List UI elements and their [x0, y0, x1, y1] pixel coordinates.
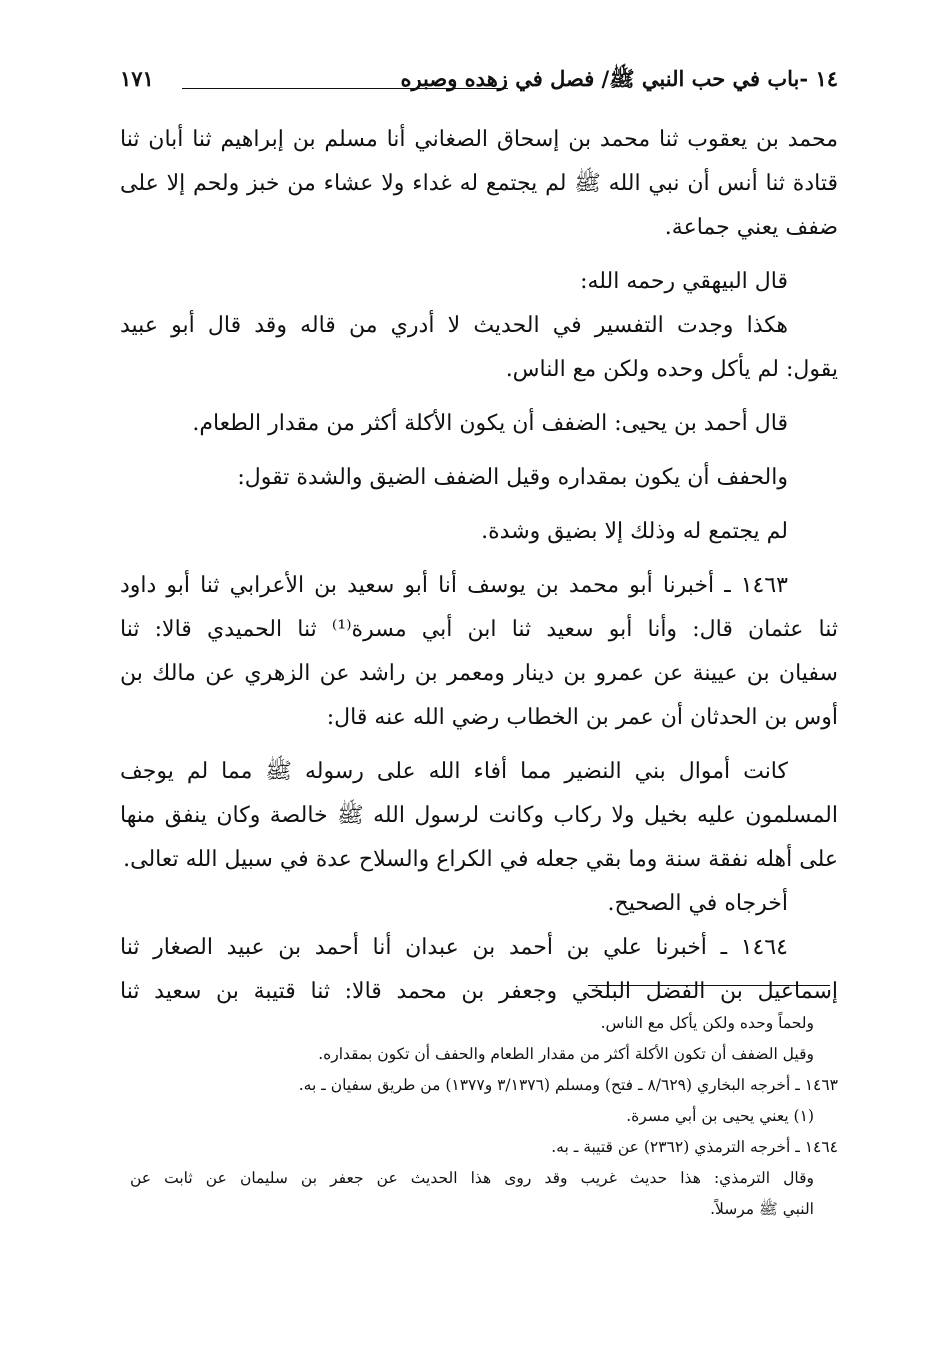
body-line: قتادة ثنا أنس أن نبي الله ﷺ لم يجتمع له غداء ولا عشاء من خبز ولحم إلا على	[120, 171, 838, 196]
body-line: ثنا عثمان قال: وأنا أبو سعيد ثنا ابن أبي مسرة⁽¹⁾ ثنا الحميدي قالا: ثنا	[120, 617, 838, 642]
footnote-line: ولحماً وحده ولكن يأكل مع الناس.	[600, 1014, 814, 1032]
body-line: سفيان بن عيينة عن عمرو بن دينار ومعمر بن راشد عن الزهري عن مالك بن	[120, 661, 838, 686]
body-line: قال أحمد بن يحيى: الضفف أن يكون الأكلة أكثر من مقدار الطعام.	[192, 411, 788, 436]
body-line: المسلمون عليه بخيل ولا ركاب وكانت لرسول الله ﷺ خالصة وكان ينفق منها	[120, 803, 838, 828]
body-line: لم يجتمع له وذلك إلا بضيق وشدة.	[481, 519, 788, 544]
body-line: أخرجاه في الصحيح.	[607, 891, 788, 916]
body-line: والحفف أن يكون بمقداره وقيل الضفف الضيق والشدة تقول:	[237, 465, 788, 490]
body-line: ١٤٦٤ ـ أخبرنا علي بن أحمد بن عبدان أنا أحمد بن عبيد الصغار ثنا	[120, 935, 788, 960]
body-line: محمد بن يعقوب ثنا محمد بن إسحاق الصغاني أنا مسلم بن إبراهيم ثنا أبان ثنا	[120, 127, 838, 152]
footnote-line: النبي ﷺ مرسلاً.	[710, 1200, 814, 1218]
body-line: قال البيهقي رحمه الله:	[580, 269, 788, 294]
body-line: على أهله نفقة سنة وما بقي جعله في الكراع والسلاح عدة في سبيل الله تعالى.	[123, 847, 838, 872]
header-rule	[182, 88, 508, 89]
footnote-line: (١) يعني يحيى بن أبي مسرة.	[626, 1107, 814, 1125]
body-line: يقول: لم يأكل وحده ولكن مع الناس.	[505, 357, 838, 382]
footnote-rule	[588, 985, 830, 986]
footnote-line: ١٤٦٤ ـ أخرجه الترمذي (٢٣٦٢) عن قتيبة ـ به.	[551, 1138, 838, 1156]
page-number: ١٧١	[120, 66, 154, 91]
body-line: ١٤٦٣ ـ أخبرنا أبو محمد بن يوسف أنا أبو سعيد بن الأعرابي ثنا أبو داود	[120, 573, 788, 598]
footnote-line: ١٤٦٣ ـ أخرجه البخاري (٨/٦٢٩ ـ فتح) ومسلم (٣/١٣٧٦ و١٣٧٧) من طريق سفيان ـ به.	[298, 1076, 838, 1094]
footnote-line: وقيل الضفف أن تكون الأكلة أكثر من مقدار الطعام والحفف أن تكون بمقداره.	[318, 1045, 814, 1063]
footnotes	[130, 1008, 838, 1225]
body-line: كانت أموال بني النضير مما أفاء الله على رسوله ﷺ مما لم يوجف	[120, 759, 788, 784]
footnote-line: وقال الترمذي: هذا حديث غريب وقد روى هذا الحديث عن جعفر بن سليمان عن ثابت عن	[130, 1169, 814, 1187]
body-line: إسماعيل بن الفضل البلخي وجعفر بن محمد قالا: ثنا قتيبة بن سعيد ثنا	[120, 979, 838, 1004]
header-title: ١٤ -باب في حب النبي ﷺ/ فصل في زهده وصبره	[400, 66, 838, 91]
running-header	[120, 66, 838, 102]
body-line: ضفف يعني جماعة.	[664, 215, 838, 240]
main-text	[120, 118, 838, 1014]
body-line: أوس بن الحدثان أن عمر بن الخطاب رضي الله عنه قال:	[326, 705, 838, 730]
body-line: هكذا وجدت التفسير في الحديث لا أدري من قاله وقد قال أبو عبيد	[120, 313, 788, 338]
